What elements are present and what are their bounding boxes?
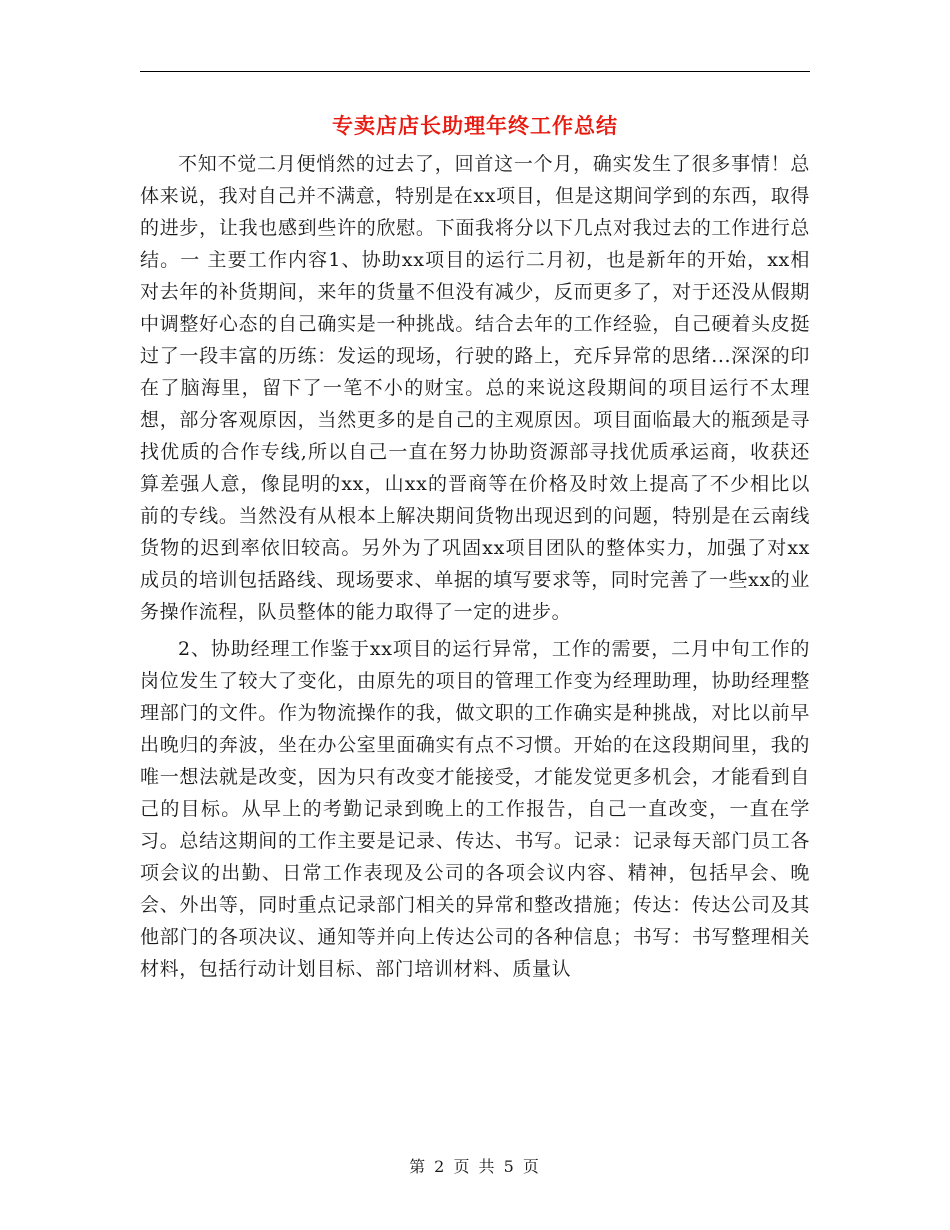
paragraph-2: 2、协助经理工作鉴于xx项目的运行异常，工作的需要，二月中旬工作的岗位发生了较大了变化，由原先的项目的管理工作变为经理助理，协助经理整理部门的文件。作为物流操作的我，做文职的工作确实是种挑战，对比以前早出晚归的奔波，坐在办公室里面确实有点不习惯。开始的在这段期间里，我的唯一想法就是改变，因为只有改变才能接受，才能发觉更多机会，才能看到自己的目标。从早上的考勤记录到晚上的工作报告，自己一直改变，一直在学习。总结这期间的工作主要是记录、传达、书写。记录：记录每天部门员工各项会议的出勤、日常工作表现及公司的各项会议内容、精神，包括早会、晚会、外出等，同时重点记录部门相关的异常和整改措施；传达：传达公司及其他部门的各项决议、通知等并向上传达公司的各种信息；书写：书写整理相关材料，包括行动计划目标、部门培训材料、质量认 <box>140 638 810 980</box>
paragraph-1: 不知不觉二月便悄然的过去了，回首这一个月，确实发生了很多事情！总体来说，我对自己并不满意，特别是在xx项目，但是这期间学到的东西，取得的进步，让我也感到些许的欣慰。下面我将分以下几点对我过去的工作进行总结。一 主要工作内容1、协助xx项目的运行二月初，也是新年的开始，xx相对去年的补货期间，来年的货量不但没有减少，反而更多了，对于还没从假期中调整好心态的自己确实是一种挑战。结合去年的工作经验，自己硬着头皮挺过了一段丰富的历练：发运的现场，行驶的路上，充斥异常的思绪...深深的印在了脑海里，留下了一笔不小的财宝。总的来说这段期间的项目运行不太理想，部分客观原因，当然更多的是自己的主观原因。项目面临最大的瓶颈是寻找优质的合作专线,所以自己一直在努力协助资源部寻找优质承运商，收获还算差强人意，像昆明的xx，山xx的晋商等在价格及时效上提高了不少相比以前的专线。当然没有从根本上解决期间货物出现迟到的问题，特别是在云南线货物的迟到率依旧较高。另外为了巩固xx项目团队的整体实力，加强了对xx成员的培训包括路线、现场要求、单据的填写要求等，同时完善了一些xx的业务操作流程，队员整体的能力取得了一定的进步。 <box>140 153 810 623</box>
header-rule <box>140 71 810 72</box>
page-number: 第 2 页 共 5 页 <box>409 1157 541 1176</box>
document-title: 专卖店店长助理年终工作总结 <box>332 113 618 138</box>
document-body <box>140 148 810 985</box>
